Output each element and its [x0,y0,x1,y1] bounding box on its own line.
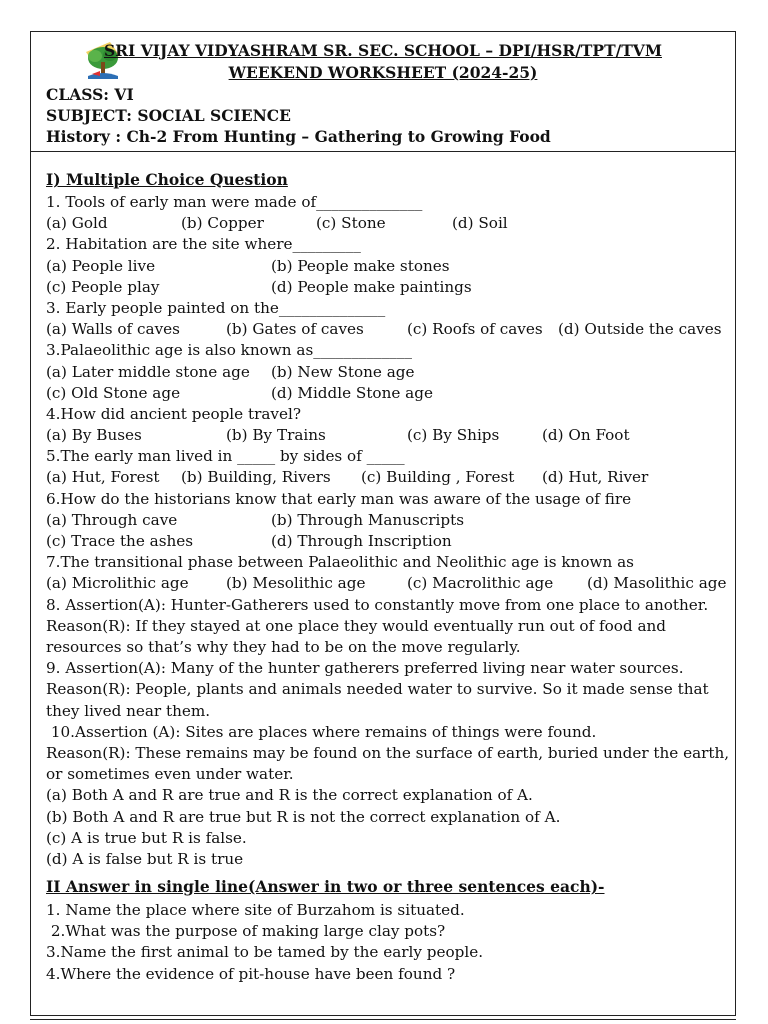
question-6-options-row2 [46,531,730,552]
option: (b) Mesolithic age [226,574,366,593]
short-question-2: 2.What was the purpose of making large clay pots? [46,922,446,941]
option: (a) Through cave [46,510,178,529]
option: (d) On Foot [542,426,630,445]
question-4-options [46,425,730,446]
question-5-options [46,467,730,488]
question-8-reason: Reason(R): If they stayed at one place they would eventually run out of food and resources so that’s why they had to be on the move regularly. [46,616,667,656]
question-2: 2. Habitation are the site where_________ [46,235,361,254]
option: (d) People make paintings [271,277,472,296]
option: (a) Walls of caves [46,320,180,339]
short-answer-section [46,900,730,985]
option: (c) Macrolithic age [407,574,554,593]
question-2-options-row2 [46,277,730,298]
section1-title: I) Multiple Choice Question [46,170,288,189]
subject-label: SUBJECT: SOCIAL SCIENCE [46,106,291,125]
question-3b-options-row2 [46,383,730,404]
option: (b) By Trains [226,426,326,445]
option: (c) Trace the ashes [46,532,194,550]
question-9-reason: Reason(R): People, plants and animals needed water to survive. So it made sense that they lived near them. [46,680,709,720]
option: (b) Gates of caves [226,320,364,339]
option: (a) Hut, Forest [46,468,160,487]
question-5: 5.The early man lived in _____ by sides of _____ [46,447,405,466]
option: (c) Stone [316,214,386,233]
option: (d) Masolithic age [587,574,727,593]
question-2-options-row1 [46,256,730,277]
question-3: 3. Early people painted on the______________ [46,298,386,317]
option: (a) Gold [46,214,108,233]
question-6: 6.How do the historians know that early man was aware of the usage of fire [46,489,632,508]
option: (b) Copper [181,214,264,233]
option: (c) Building , Forest [361,468,515,487]
option: (b) People make stones [271,256,450,275]
assertion-reason-option: (c) A is true but R is false. [46,828,247,847]
question-8-assertion: 8. Assertion(A): Hunter-Gatherers used to constantly move from one place to another. [46,595,709,614]
option: (d) Hut, River [542,468,649,487]
assertion-reason-option: (b) Both A and R are true but R is not the correct explanation of A. [46,807,561,826]
assertion-reason-option: (a) Both A and R are true and R is the correct explanation of A. [46,786,533,805]
option: (a) People live [46,256,156,275]
option: (b) Building, Rivers [181,468,331,487]
option: (b) Through Manuscripts [271,510,465,529]
worksheet-title: WEEKEND WORKSHEET (2024-25) [228,63,538,82]
option: (d) Soil [452,214,508,233]
question-1: 1. Tools of early man were made of______________ [46,193,423,211]
option: (d) Through Inscription [271,532,452,550]
chapter-label: History : Ch-2 From Hunting – Gathering to Growing Food [46,127,551,146]
section2-title: II Answer in single line(Answer in two or three sentences each)- [46,877,605,896]
option: (c) Roofs of caves [407,320,543,339]
option: (c) People play [46,277,160,296]
option: (c) Old Stone age [46,383,181,402]
option: (c) By Ships [407,426,500,445]
option: (a) By Buses [46,426,142,445]
question-4: 4.How did ancient people travel? [46,404,301,423]
question-10-reason: Reason(R): These remains may be found on the surface of earth, buried under the earth, or sometimes even under water. [46,743,730,784]
option: (d) Outside the caves [558,320,722,339]
mcq-section [46,192,730,870]
question-10-assertion: 10.Assertion (A): Sites are places where remains of things were found. [46,722,597,741]
question-7-options [46,573,730,594]
short-question-1: 1. Name the place where site of Burzahom is situated. [46,901,465,919]
short-question-3: 3.Name the first animal to be tamed by the early people. [46,943,484,962]
school-name: SRI VIJAY VIDYASHRAM SR. SEC. SCHOOL – DPI/HSR/TPT/TVM [103,41,662,60]
short-question-4: 4.Where the evidence of pit-house have been found ? [46,964,456,983]
question-3-options [46,319,730,340]
page-border-bottom [30,1019,736,1020]
option: (b) New Stone age [271,362,415,381]
question-9-assertion: 9. Assertion(A): Many of the hunter gatherers preferred living near water sources. [46,659,684,678]
question-3b-options-row1 [46,362,730,383]
header-divider [30,151,736,152]
class-label: CLASS: VI [46,85,134,104]
question-6-options-row1 [46,510,730,531]
assertion-reason-option: (d) A is false but R is true [46,849,244,868]
option: (a) Microlithic age [46,574,189,593]
question-7: 7.The transitional phase between Palaeolithic and Neolithic age is known as [46,553,634,572]
option: (d) Middle Stone age [271,383,433,402]
question-1-options [46,213,730,234]
question-3b: 3.Palaeolithic age is also known as_____________ [46,341,412,360]
option: (a) Later middle stone age [46,362,250,381]
